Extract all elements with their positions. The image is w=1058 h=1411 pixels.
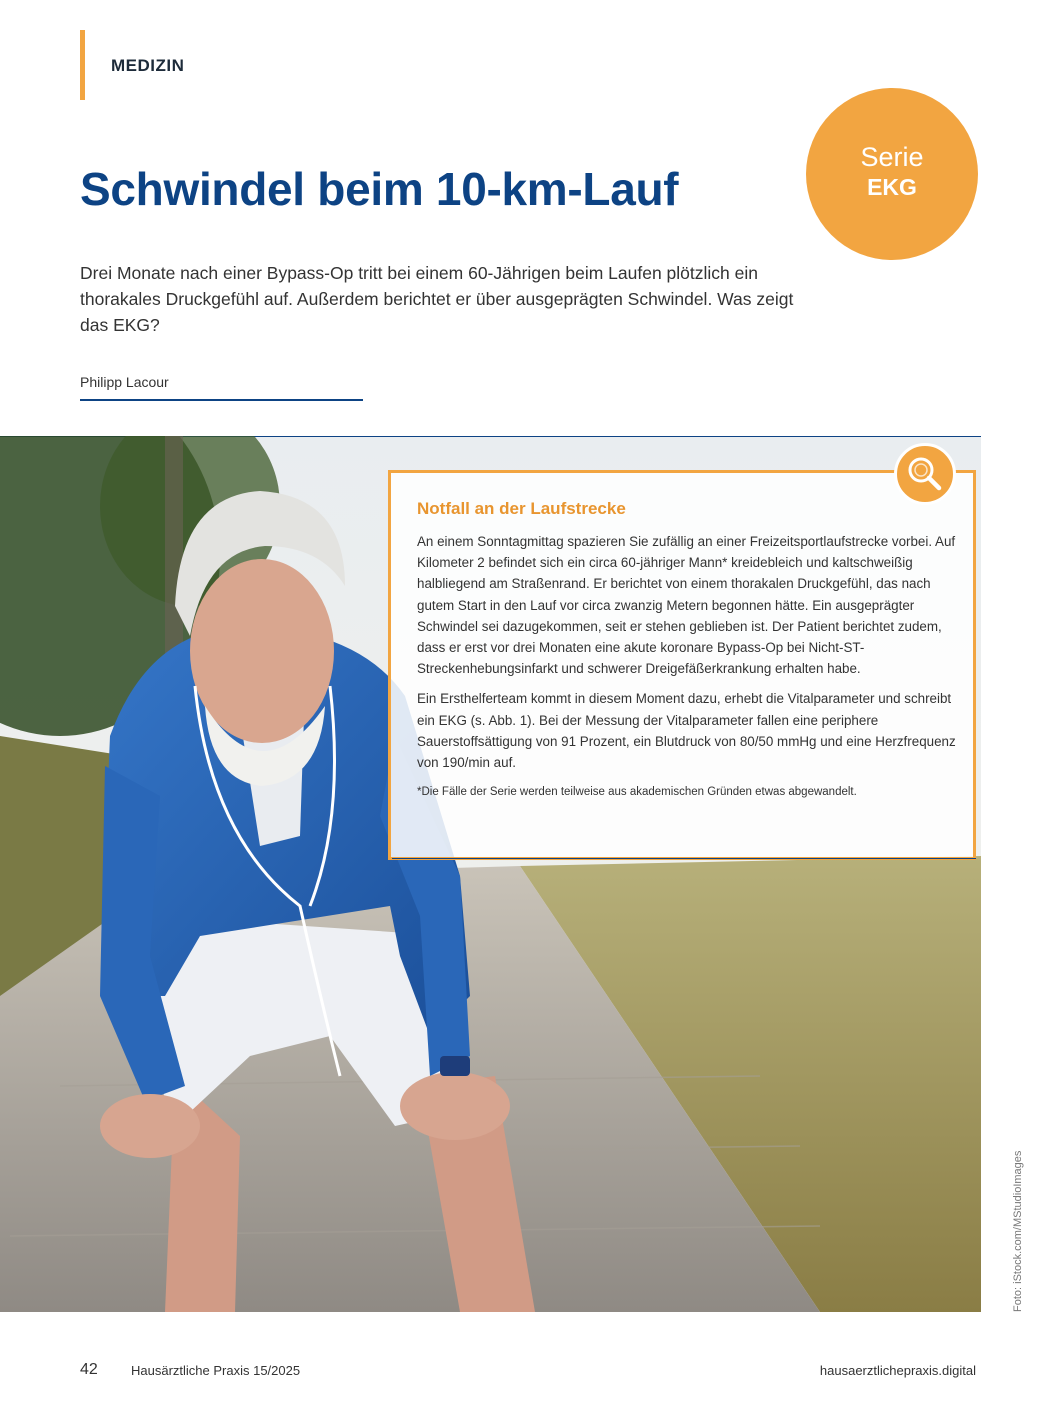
infobox-paragraph-1: An einem Sonntagmittag spazieren Sie zufällig an einer Freizeitsportlaufstrecke vorbei. Auf Kilometer 2 befindet sich ein circa 60-jähriger Mann* kreidebleich und kaltschweißig halbliegend am Straßenrand. Er berichtet von einem thorakalen Druckgefühl, das nach gutem Start in den Lauf vor circa zwanzig Metern begonnen hätte. Ein ausgeprägter Schwindel sei dazugekommen, seit er stehen geblieben ist. Der Patient berichtet zudem, dass er erst vor drei Monaten eine akute koronare Bypass-Op bei Nicht-ST-Streckenhebungsinfarkt und schwerer Dreigefäßerkrankung erhalten habe. (417, 534, 956, 677)
series-badge-line1: Serie (860, 142, 924, 172)
infobox-footnote: *Die Fälle der Serie werden teilweise aus akademischen Gründen etwas abgewandelt. (417, 786, 857, 799)
series-badge-line2: EKG (867, 174, 917, 200)
infobox-bottom-rule (392, 858, 976, 859)
emergency-infobox (388, 470, 976, 860)
author-underline (80, 399, 363, 401)
website-url: hausaerztlichepraxis.digital (819, 1363, 976, 1378)
author-name: Philipp Lacour (80, 374, 169, 390)
journal-issue: Hausärztliche Praxis 15/2025 (131, 1363, 301, 1378)
article-lead: Drei Monate nach einer Bypass-Op tritt bei einem 60-Jährigen beim Laufen plötzlich ein thorakales Druckgefühl auf. Außerdem berichtet er über ausgeprägten Schwindel. Was zeigt das EKG? (80, 263, 794, 335)
infobox-body (417, 531, 957, 812)
infobox-paragraph-2: Ein Ersthelferteam kommt in diesem Moment dazu, erhebt die Vitalparameter und schreibt ein EKG (s. Abb. 1). Bei der Messung der Vitalparameter fallen eine periphere Sauerstoffsättigung von 91 Prozent, ein Blutdruck von 80/50 mmHg und eine Herzfrequenz von 190/min auf. (417, 691, 956, 771)
section-accent-bar (80, 30, 85, 100)
photo-credit: Foto: iStock.com/MStudioImages (1012, 1150, 1024, 1312)
magnifier-icon (894, 443, 956, 505)
section-label: MEDIZIN (111, 56, 185, 75)
infobox-title: Notfall an der Laufstrecke (417, 499, 626, 518)
page-number: 42 (80, 1361, 98, 1378)
article-title: Schwindel beim 10-km-Lauf (80, 163, 679, 215)
series-badge (806, 88, 978, 260)
